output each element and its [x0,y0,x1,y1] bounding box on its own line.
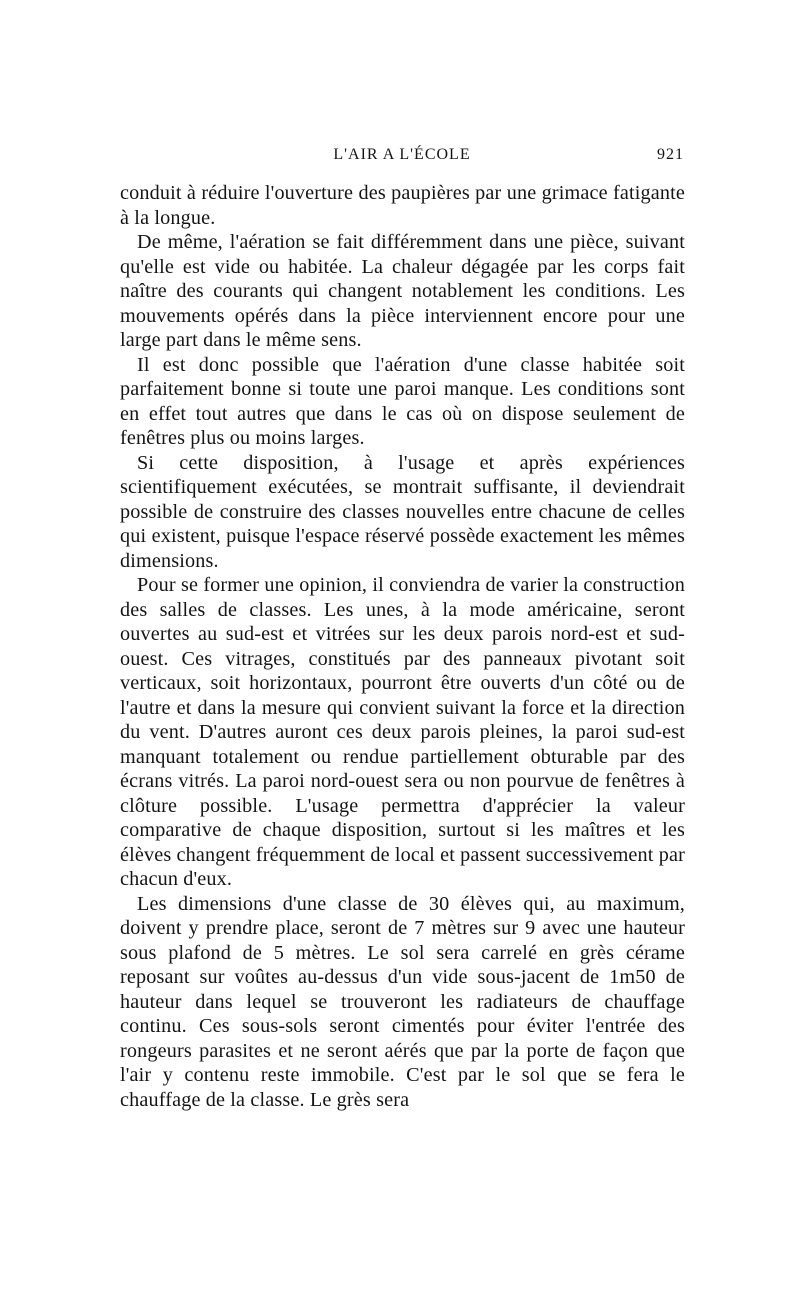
paragraph-5: Pour se former une opinion, il conviendra de varier la construction des salles de classes. Les unes, à la mode américaine, seront ouvertes au sud-est et vitrées sur les deux parois nord-est et sud-ouest. Ces vitrages, constitués par des panneaux pivotant soit verticaux, soit horizontaux, pourront être ouverts d'un côté ou de l'autre et dans la mesure qui convient suivant la force et la direction du vent. D'autres auront ces deux parois pleines, la paroi sud-est manquant totalement ou rendue partiellement obturable par des écrans vitrés. La paroi nord-ouest sera ou non pourvue de fenêtres à clôture possible. L'usage permettra d'apprécier la valeur comparative de chaque disposition, surtout si les maîtres et les élèves changent fréquemment de local et passent successivement par chacun d'eux. [120,574,685,890]
paragraph-1: conduit à réduire l'ouverture des paupières par une grimace fatigante à la longue. [120,182,685,229]
paragraph-2: De même, l'aération se fait différemment dans une pièce, suivant qu'elle est vide ou habitée. La chaleur dégagée par les corps fait naître des courants qui changent notablement les conditions. Les mouvements opérés dans la pièce interviennent encore pour une large part dans le même sens. [120,231,685,351]
page-number: 921 [657,146,684,163]
paragraph-4: Si cette disposition, à l'usage et après expériences scientifiquement exécutées, se montrait suffisante, il deviendrait possible de construire des classes nouvelles entre chacune de celles qui existent, puisque l'espace réservé possède exactement les mêmes dimensions. [120,451,685,572]
body-text [120,181,685,1112]
paragraph-6: Les dimensions d'une classe de 30 élèves qui, au maximum, doivent y prendre place, seront de 7 mètres sur 9 avec une hauteur sous plafond de 5 mètres. Le sol sera carrelé en grès cérame reposant sur voûtes au-dessus d'un vide sous-jacent de 1m50 de hauteur dans lequel se trouveront les radiateurs de chauffage continu. Ces sous-sols seront cimentés pour éviter l'entrée des rongeurs parasites et ne seront aérés que par la porte de façon que l'air y contenu reste immobile. C'est par le sol que se fera le chauffage de la classe. Le grès sera [120,892,685,1111]
paragraph-3: Il est donc possible que l'aération d'une classe habitée soit parfaitement bonne si toute une paroi manque. Les conditions sont en effet tout autres que dans le cas où on dispose seulement de fenêtres plus ou moins larges. [120,353,685,449]
running-title: L'AIR A L'ÉCOLE [333,146,471,163]
running-head [120,146,684,170]
